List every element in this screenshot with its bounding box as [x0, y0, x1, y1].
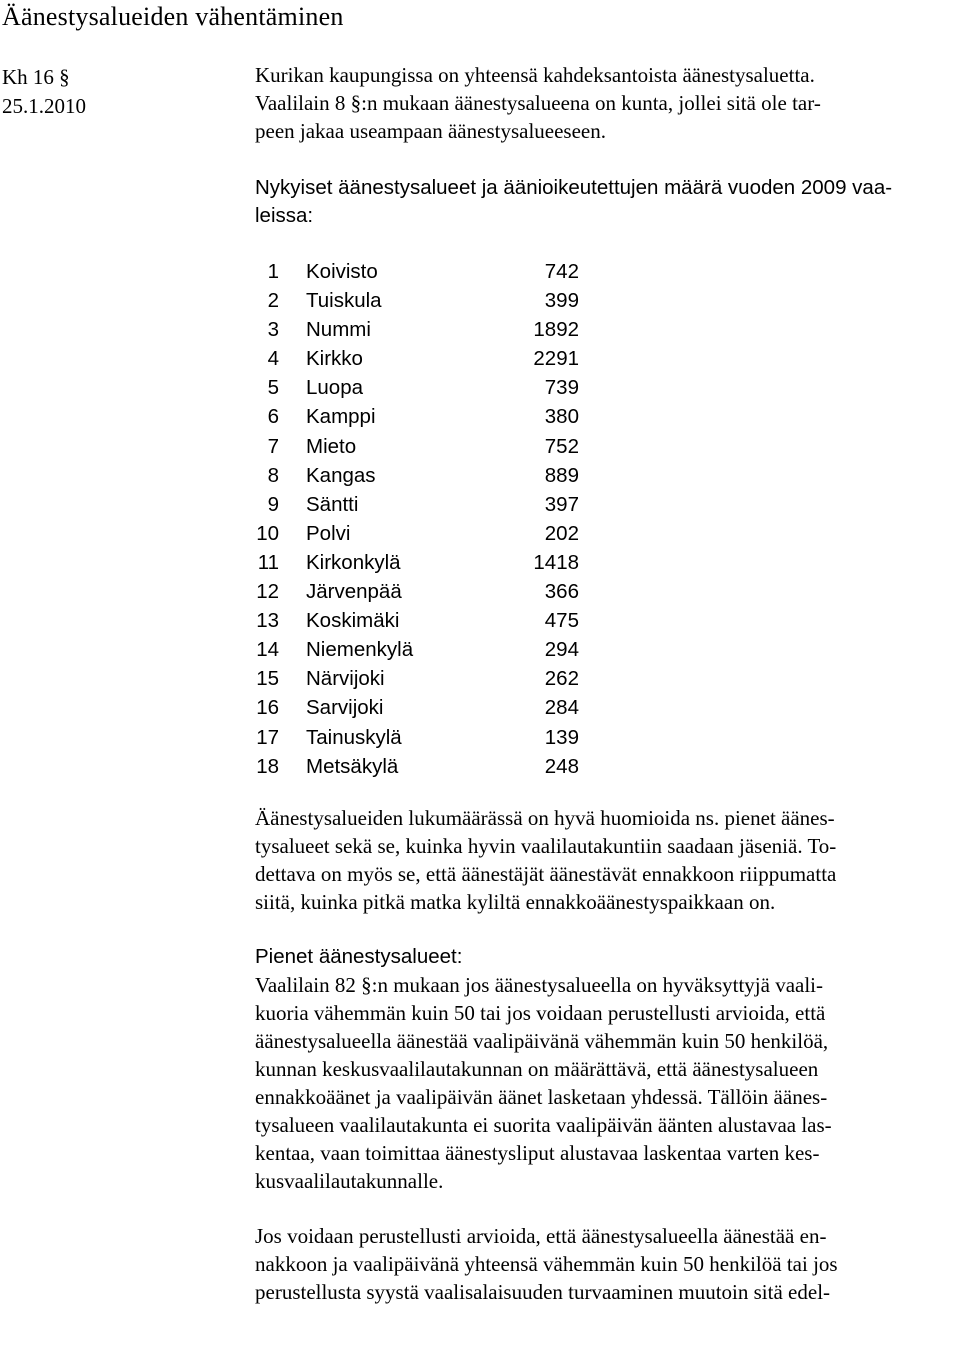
table-row [255, 520, 955, 549]
area-number: 9 [267, 492, 279, 516]
area-name: Niemenkylä [306, 638, 414, 662]
intro-paragraph [255, 61, 955, 145]
area-name: Koskimäki [306, 609, 400, 633]
table-row [255, 694, 955, 723]
note-line: Äänestysalueiden lukumäärässä on hyvä huomioida ns. pienet äänes- [255, 805, 835, 830]
small-areas-line: kuoria vähemmän kuin 50 tai jos voidaan perustellusti arvioida, että [255, 1000, 826, 1025]
table-row [255, 462, 955, 491]
area-number: 17 [256, 725, 279, 749]
area-name: Järvenpää [306, 580, 402, 604]
area-number: 14 [256, 638, 279, 662]
small-areas-section [255, 943, 955, 1195]
area-name: Polvi [306, 521, 351, 545]
area-name: Nummi [306, 318, 371, 342]
small-areas-line: tysalueen vaalilautakunta ei suorita vaalipäivän äänten alustavaa las- [255, 1112, 832, 1137]
main-content [255, 61, 955, 1306]
table-row [255, 607, 955, 636]
area-number: 7 [267, 434, 279, 458]
area-number: 13 [256, 609, 279, 633]
area-name: Närvijoki [306, 667, 385, 691]
small-areas-line: ennakkoäänet ja vaalipäivän äänet lasketaan yhdessä. Tällöin äänes- [255, 1084, 828, 1109]
area-name: Sarvijoki [306, 696, 384, 720]
table-row [255, 753, 955, 782]
area-number: 5 [267, 376, 279, 400]
area-number: 2 [267, 289, 279, 313]
note-line: siitä, kuinka pitkä matka kyliltä ennakkoäänestyspaikkaan on. [255, 889, 776, 914]
final-line: Jos voidaan perustellusti arvioida, että äänestysalueella äänestää en- [255, 1223, 827, 1248]
table-row [255, 724, 955, 753]
small-areas-line: äänestysalueella äänestää vaalipäivänä vähemmän kuin 50 henkilöä, [255, 1028, 829, 1053]
area-name: Koivisto [306, 260, 378, 283]
area-voter-count: 366 [544, 580, 579, 604]
final-paragraph [255, 1222, 955, 1306]
area-number: 16 [256, 696, 279, 720]
area-number: 15 [256, 667, 279, 691]
area-name: Kirkonkylä [306, 550, 401, 574]
area-voter-count: 399 [544, 289, 579, 313]
table-row [255, 491, 955, 520]
area-voter-count: 752 [544, 434, 579, 458]
area-number: 11 [257, 550, 279, 574]
area-voter-count: 284 [544, 696, 579, 720]
table-row [255, 345, 955, 374]
area-voter-count: 1418 [533, 550, 579, 574]
small-areas-line: Vaalilain 82 §:n mukaan jos äänestysalueella on hyväksyttyjä vaali- [255, 972, 824, 997]
note-line: dettava on myös se, että äänestäjät äänestävät ennakkoon riippumatta [255, 861, 837, 886]
voting-area-table [255, 258, 955, 782]
table-row [255, 578, 955, 607]
area-voter-count: 202 [544, 521, 579, 545]
area-name: Kangas [306, 463, 376, 487]
area-voter-count: 2291 [533, 347, 579, 371]
table-row [255, 636, 955, 665]
area-number: 4 [267, 347, 279, 371]
area-number: 3 [267, 318, 279, 342]
table-intro-line: Nykyiset äänestysalueet ja äänioikeutettujen määrä vuoden 2009 vaa- [255, 176, 893, 199]
note-paragraph [255, 804, 955, 916]
area-voter-count: 889 [544, 463, 579, 487]
final-line: nakkoon ja vaalipäivänä yhteensä vähemmän kuin 50 henkilöä tai jos [255, 1251, 838, 1276]
table-row [255, 403, 955, 432]
area-name: Kirkko [306, 347, 363, 371]
table-row [255, 549, 955, 578]
intro-line: Kurikan kaupungissa on yhteensä kahdeksantoista äänestysaluetta. [255, 63, 815, 87]
area-voter-count: 139 [544, 725, 579, 749]
area-number: 8 [267, 463, 279, 487]
intro-line: Vaalilain 8 §:n mukaan äänestysalueena on kunta, jollei sitä ole tar- [255, 91, 821, 115]
table-row [255, 287, 955, 316]
area-voter-count: 248 [544, 754, 579, 778]
small-areas-heading: Pienet äänestysalueet: [255, 944, 463, 968]
meeting-reference: Kh 16 § [2, 65, 70, 89]
area-voter-count: 262 [544, 667, 579, 691]
table-intro-line: leissa: [255, 204, 314, 227]
document-title: Äänestysalueiden vähentäminen [2, 2, 344, 31]
small-areas-line: kusvaalilautakunnalle. [255, 1168, 444, 1193]
intro-line: peen jakaa useampaan äänestysalueeseen. [255, 119, 606, 143]
area-number: 10 [256, 521, 279, 545]
small-areas-line: kentaa, vaan toimittaa äänestysliput alustavaa laskentaa varten kes- [255, 1140, 820, 1165]
area-name: Metsäkylä [306, 754, 399, 778]
area-name: Kamppi [306, 405, 376, 429]
area-name: Mieto [306, 434, 357, 458]
area-number: 18 [256, 754, 279, 778]
table-row [255, 433, 955, 462]
meeting-date: 25.1.2010 [2, 94, 86, 118]
area-number: 1 [267, 260, 279, 283]
area-voter-count: 1892 [533, 318, 579, 342]
area-name: Tuiskula [306, 289, 382, 313]
final-line: perustellusta syystä vaalisalaisuuden turvaaminen muutoin sitä edel- [255, 1279, 831, 1304]
area-voter-count: 380 [544, 405, 579, 429]
table-intro [255, 174, 955, 230]
area-number: 6 [267, 405, 279, 429]
area-name: Tainuskylä [306, 725, 402, 749]
table-row [255, 374, 955, 403]
area-voter-count: 742 [544, 260, 579, 283]
small-areas-line: kunnan keskusvaalilautakunnan on määrättävä, että äänestysalueen [255, 1056, 819, 1081]
table-row [255, 665, 955, 694]
area-voter-count: 475 [544, 609, 579, 633]
area-voter-count: 397 [544, 492, 579, 516]
note-line: tysalueet sekä se, kuinka hyvin vaalilautakuntiin saadaan jäseniä. To- [255, 833, 837, 858]
area-voter-count: 739 [544, 376, 579, 400]
area-voter-count: 294 [544, 638, 579, 662]
table-row [255, 316, 955, 345]
area-name: Säntti [306, 492, 359, 516]
area-name: Luopa [306, 376, 364, 400]
table-row [255, 258, 955, 287]
area-number: 12 [256, 580, 279, 604]
